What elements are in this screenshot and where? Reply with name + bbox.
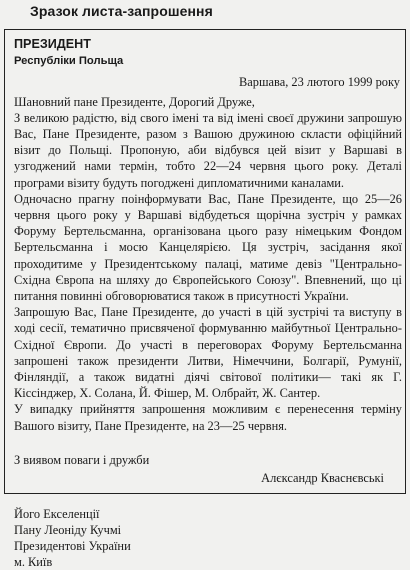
address-line: м. Київ [14,555,53,570]
salutation: Шановний пане Президенте, Дорогий Друже, [14,94,255,109]
address-line: Президентові України [14,539,131,554]
page-heading: Зразок листа-запрошення [30,3,213,19]
place-date: Варшава, 23 лютого 1999 року [239,75,400,90]
letter-body [14,36,402,570]
closing: З виявом поваги і дружби [14,452,150,467]
address-line: Його Екселенції [14,507,100,522]
recipient-title: ПРЕЗИДЕНТ [14,37,91,51]
address-block [14,506,402,570]
paragraph-forum: Одночасно прагну поінформувати Вас, Пане Президенте, що 25—26 червня цього року у Варшаві відбудеться щорічна зустріч у рамках Форуму Бертельсманна, організована цього разу німецьким Фондом Бертельсманна і мосю Канцелярією. Ця зустріч, засідання якої проходитиме у Президентському палаці, матиме девіз "Центрально-Східна Європа на шляху до Європейського Союзу". Впевнений, що ці питання повинні обговорюватися також в присутності України. [14,191,402,304]
recipient-country: Республіки Польща [14,55,124,68]
address-line: Пану Леоніду Кучмі [14,523,122,538]
paragraph-participation: Запрошую Вас, Пане Президенте, до участі в цій зустрічі та виступу в ході сесії, тематично присвяченої формуванню майбутньої Центрально-Східної Європи. До участі в переговорах Форуму Бертельсманна запрошені також президенти Литви, Німеччини, Болгарії, Румунії, Фінляндії, а також видатні діячі світової політики— такі як Г. Кіссінджер, Х. Солана, Й. Фішер, М. Олбрайт, Ж. Сантер. [14,305,402,401]
paragraph-date-change: У випадку прийняття запрошення можливим є перенесення терміну Вашого візиту, Пане Президенте, на 23—25 червня. [14,402,402,433]
paragraph-invitation: З великою радістю, від свого імені та від імені своєї дружини запрошую Вас, Пане Президенте, разом з Вашою дружиною скласти офіційний візит до Польщі. Пропоную, аби відбувся цей візит у Варшаві в узгоджений нами термін, тобто 22—24 червня цього року. Деталі програми візиту будуть погоджені дипломатичними каналами. [14,110,402,190]
signature: Алєксандр Кваснєвські [261,471,384,486]
